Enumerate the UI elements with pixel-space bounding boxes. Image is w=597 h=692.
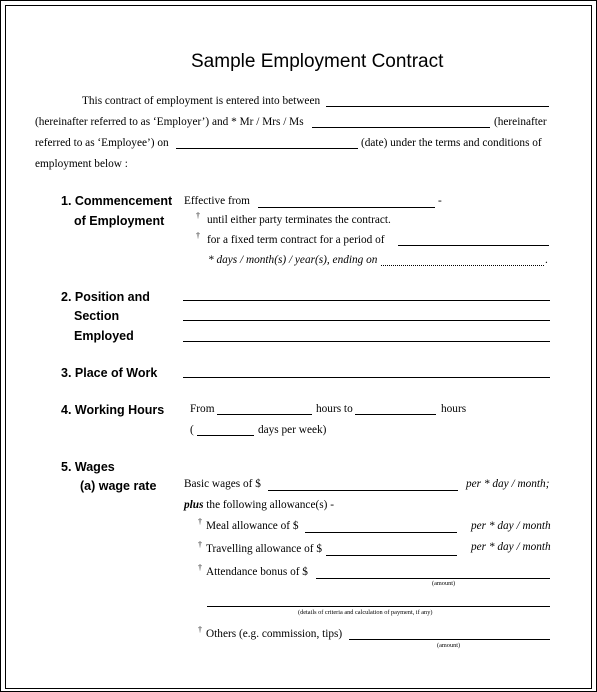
hours-from-field[interactable] bbox=[217, 414, 312, 415]
effective-from-field[interactable] bbox=[258, 207, 435, 208]
position-field[interactable] bbox=[183, 300, 550, 301]
section-2-heading: 2. Position and bbox=[61, 290, 150, 304]
document-title: Sample Employment Contract bbox=[191, 51, 444, 72]
effective-from-label: Effective from bbox=[184, 195, 250, 207]
meal-allowance-per: per * day / month bbox=[471, 520, 551, 532]
hours-label: hours bbox=[441, 403, 467, 415]
intro-line-1: This contract of employment is entered into between bbox=[82, 95, 321, 107]
section-3-heading: 3. Place of Work bbox=[61, 366, 158, 380]
intro-line-2-end: (hereinafter bbox=[494, 116, 547, 128]
intro-line-4: employment below : bbox=[35, 158, 128, 170]
dagger-mark: † bbox=[198, 517, 202, 526]
section-4-heading: 4. Working Hours bbox=[61, 403, 165, 417]
others-amount-field[interactable] bbox=[349, 639, 550, 640]
dagger-mark: † bbox=[196, 211, 200, 220]
days-open-paren: ( bbox=[190, 424, 194, 436]
contract-date-field[interactable] bbox=[176, 148, 358, 149]
allowances-intro: plus the following allowance(s) - bbox=[184, 499, 334, 511]
section-2-heading-line-2: Section bbox=[74, 309, 120, 323]
amount-caption-2: (amount) bbox=[437, 642, 461, 649]
travel-allowance-label: Travelling allowance of $ bbox=[206, 543, 322, 555]
ending-on-label: * days / month(s) / year(s), ending on bbox=[208, 254, 378, 266]
hours-to-field[interactable] bbox=[355, 414, 436, 415]
dagger-mark: † bbox=[196, 231, 200, 240]
basic-wages-per: per * day / month; bbox=[466, 478, 550, 490]
travel-allowance-field[interactable] bbox=[326, 555, 457, 556]
travel-allowance-per: per * day / month bbox=[471, 541, 551, 553]
position-field-line-2[interactable] bbox=[183, 320, 550, 321]
section-2-heading-line-3: Employed bbox=[74, 329, 134, 343]
attendance-criteria-field[interactable] bbox=[207, 606, 550, 607]
option-fixed-term[interactable]: for a fixed term contract for a period of bbox=[207, 234, 385, 246]
intro-line-3: referred to as ‘Employee’) on bbox=[35, 137, 169, 149]
section-5a-heading: (a) wage rate bbox=[80, 479, 157, 493]
intro-line-3-end: (date) under the terms and conditions of bbox=[361, 137, 542, 149]
intro-line-2: (hereinafter referred to as ‘Employer’) and * Mr / Mrs / Ms bbox=[35, 116, 304, 128]
ending-on-period: . bbox=[545, 254, 548, 266]
effective-from-dash: - bbox=[438, 195, 442, 207]
basic-wages-label: Basic wages of $ bbox=[184, 478, 261, 490]
dagger-mark: † bbox=[198, 625, 202, 634]
option-until-terminated[interactable]: until either party terminates the contract. bbox=[207, 214, 391, 226]
hours-from-label: From bbox=[190, 403, 215, 415]
place-of-work-field[interactable] bbox=[183, 377, 550, 378]
employee-name-field[interactable] bbox=[312, 127, 490, 128]
page-inner-border bbox=[5, 5, 592, 689]
attendance-bonus-label: Attendance bonus of $ bbox=[206, 566, 308, 578]
days-per-week-label: days per week) bbox=[258, 424, 327, 436]
others-label: Others (e.g. commission, tips) bbox=[206, 628, 343, 640]
hours-to-label: hours to bbox=[316, 403, 353, 415]
section-1-heading-line-2: of Employment bbox=[74, 214, 165, 228]
dagger-mark: † bbox=[198, 563, 202, 572]
attendance-bonus-field[interactable] bbox=[316, 578, 550, 579]
days-per-week-field[interactable] bbox=[197, 435, 254, 436]
dagger-mark: † bbox=[198, 540, 202, 549]
meal-allowance-label: Meal allowance of $ bbox=[206, 520, 299, 532]
section-1-heading: 1. Commencement bbox=[61, 194, 173, 208]
basic-wages-field[interactable] bbox=[268, 490, 458, 491]
employer-name-field[interactable] bbox=[326, 106, 549, 107]
section-employed-field[interactable] bbox=[183, 341, 550, 342]
fixed-term-period-field[interactable] bbox=[398, 245, 549, 246]
section-5-heading: 5. Wages bbox=[61, 460, 115, 474]
amount-caption: (amount) bbox=[432, 580, 456, 587]
meal-allowance-field[interactable] bbox=[305, 532, 457, 533]
ending-on-field[interactable] bbox=[381, 265, 544, 266]
criteria-caption: (details of criteria and calculation of payment, if any) bbox=[298, 609, 433, 616]
